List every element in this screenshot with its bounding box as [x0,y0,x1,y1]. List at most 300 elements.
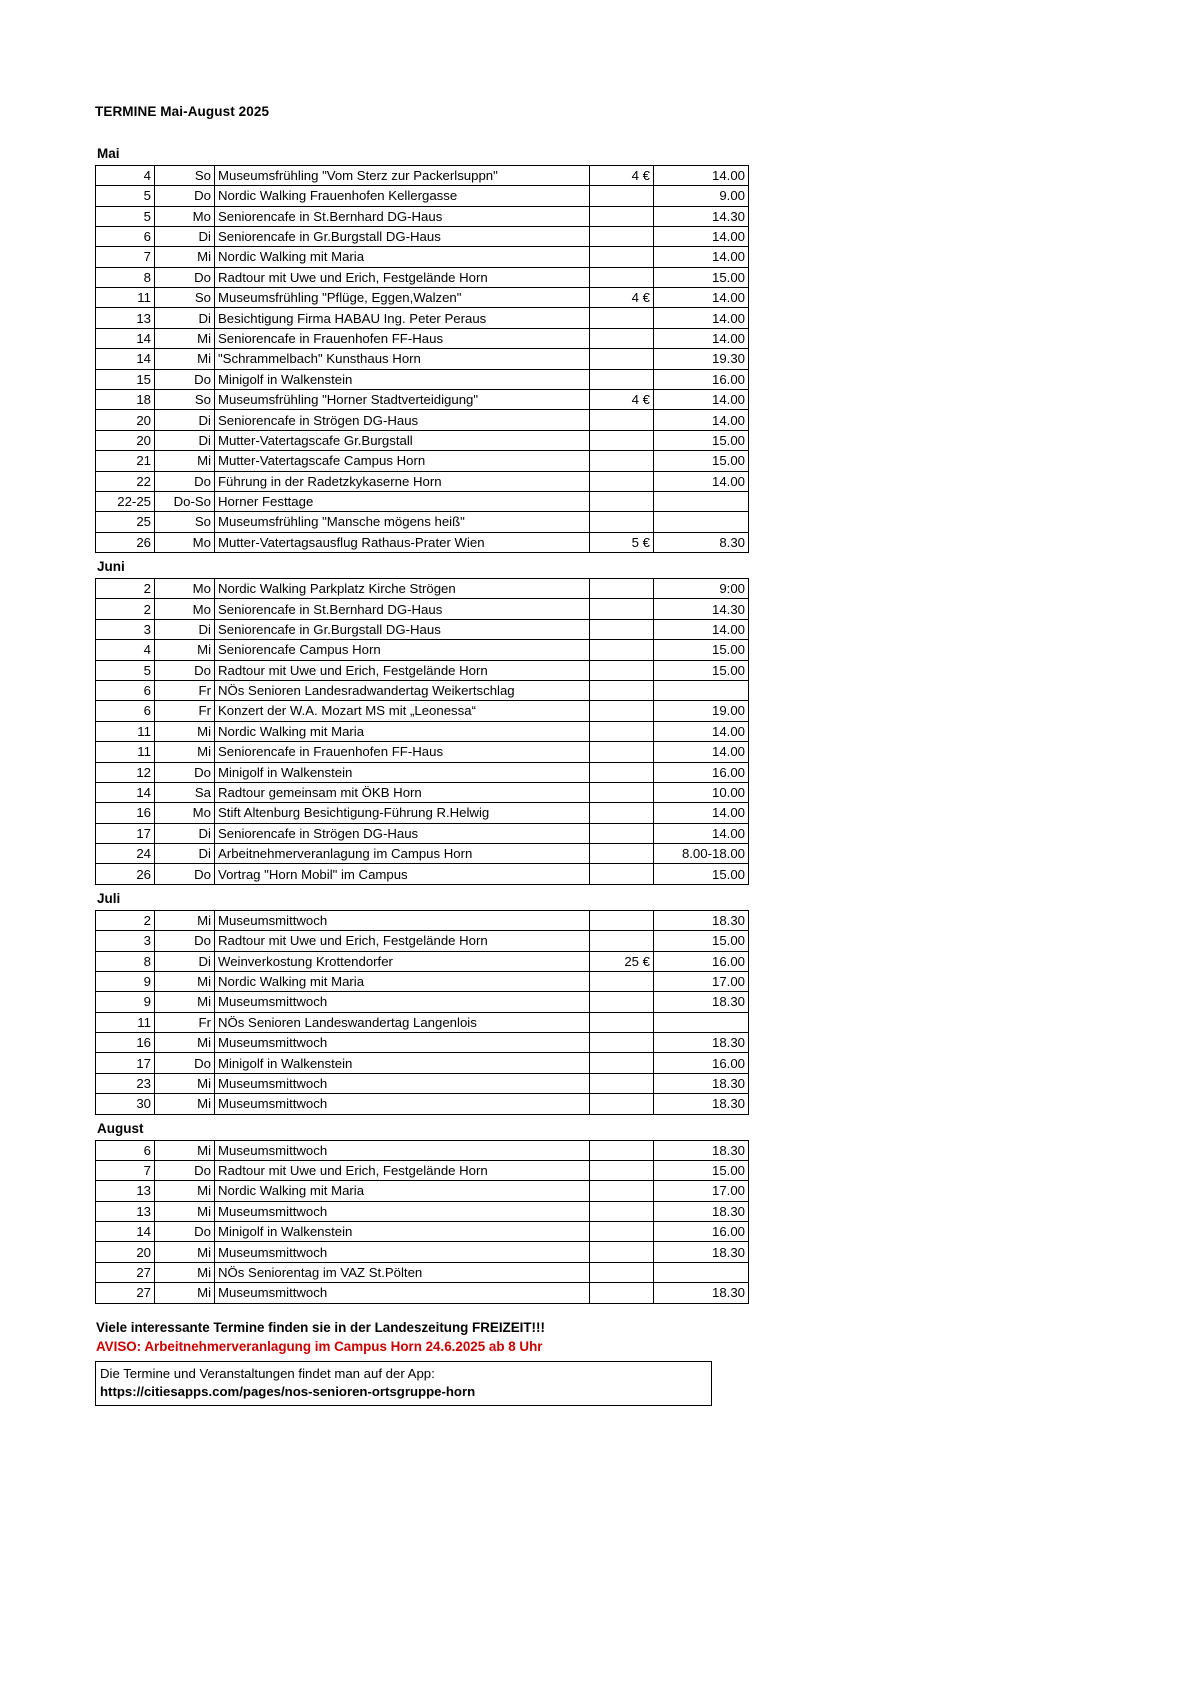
cell-weekday: Di [155,226,215,246]
cell-price [590,410,654,430]
cell-day: 8 [96,267,155,287]
schedule-section [95,890,745,1115]
cell-event: Seniorencafe in Strögen DG-Haus [215,410,590,430]
cell-time: 14.00 [654,247,749,267]
cell-time: 14.00 [654,288,749,308]
cell-weekday: Mi [155,1181,215,1201]
cell-time: 14.00 [654,308,749,328]
table-row[interactable] [96,803,749,823]
cell-price [590,308,654,328]
cell-time: 18.30 [654,1242,749,1262]
table-row[interactable] [96,640,749,660]
cell-time: 18.30 [654,1201,749,1221]
table-row[interactable] [96,1160,749,1180]
cell-event: Seniorencafe in Strögen DG-Haus [215,823,590,843]
cell-weekday: Do [155,864,215,884]
cell-price [590,599,654,619]
table-row[interactable] [96,1094,749,1114]
cell-event: Konzert der W.A. Mozart MS mit „Leonessa“ [215,701,590,721]
cell-event: Nordic Walking mit Maria [215,247,590,267]
table-row[interactable] [96,206,749,226]
cell-weekday: Di [155,308,215,328]
cell-time: 15.00 [654,931,749,951]
cell-day: 7 [96,247,155,267]
table-row[interactable] [96,1283,749,1303]
cell-price [590,742,654,762]
cell-day: 21 [96,451,155,471]
cell-time: 15.00 [654,451,749,471]
cell-time: 15.00 [654,430,749,450]
table-row[interactable] [96,971,749,991]
table-row[interactable] [96,619,749,639]
table-row[interactable] [96,910,749,930]
cell-price [590,247,654,267]
cell-event: Radtour gemeinsam mit ÖKB Horn [215,782,590,802]
cell-weekday: Mi [155,247,215,267]
document-content [95,104,745,1406]
cell-weekday: Fr [155,1012,215,1032]
cell-event: Minigolf in Walkenstein [215,1222,590,1242]
cell-event: Museumsmittwoch [215,1140,590,1160]
cell-event: Horner Festtage [215,491,590,511]
cell-day: 22-25 [96,491,155,511]
cell-price [590,931,654,951]
month-heading: August [97,1120,144,1136]
cell-time: 18.30 [654,910,749,930]
cell-price [590,1033,654,1053]
cell-price [590,680,654,700]
cell-price [590,1140,654,1160]
cell-time: 9.00 [654,186,749,206]
cell-price [590,844,654,864]
cell-time: 14.00 [654,823,749,843]
cell-weekday: Mi [155,910,215,930]
table-row[interactable] [96,992,749,1012]
cell-event: NÖs Seniorentag im VAZ St.Pölten [215,1262,590,1282]
cell-day: 13 [96,1181,155,1201]
table-row[interactable] [96,430,749,450]
cell-time: 16.00 [654,369,749,389]
cell-time: 14.00 [654,226,749,246]
schedule-section [95,559,745,885]
cell-weekday: Mi [155,992,215,1012]
month-heading: Juli [97,890,121,906]
cell-price [590,512,654,532]
cell-weekday: Mi [155,451,215,471]
cell-event: Radtour mit Uwe und Erich, Festgelände Horn [215,660,590,680]
document-footer [95,1320,715,1406]
cell-price: 25 € [590,951,654,971]
table-row[interactable] [96,267,749,287]
schedule-table [95,1140,749,1304]
cell-day: 15 [96,369,155,389]
cell-event: Nordic Walking mit Maria [215,971,590,991]
cell-event: Seniorencafe Campus Horn [215,640,590,660]
table-row[interactable] [96,451,749,471]
cell-weekday: Do [155,471,215,491]
cell-price [590,206,654,226]
table-row[interactable] [96,1012,749,1032]
cell-weekday: So [155,390,215,410]
cell-weekday: Do [155,762,215,782]
cell-day: 14 [96,328,155,348]
cell-day: 5 [96,186,155,206]
cell-weekday: Mi [155,349,215,369]
cell-time: 14.00 [654,390,749,410]
cell-event: Vortrag "Horn Mobil" im Campus [215,864,590,884]
cell-price [590,1222,654,1242]
table-row[interactable] [96,1073,749,1093]
table-row[interactable] [96,512,749,532]
cell-time: 9:00 [654,579,749,599]
cell-price [590,491,654,511]
schedule-section [95,1120,745,1304]
cell-time [654,1012,749,1032]
cell-day: 5 [96,660,155,680]
table-row[interactable] [96,762,749,782]
cell-day: 16 [96,803,155,823]
cell-price [590,1073,654,1093]
cell-day: 26 [96,864,155,884]
cell-event: "Schrammelbach" Kunsthaus Horn [215,349,590,369]
cell-time: 16.00 [654,762,749,782]
table-row[interactable] [96,1033,749,1053]
cell-event: Nordic Walking mit Maria [215,1181,590,1201]
cell-weekday: Do [155,1222,215,1242]
cell-price [590,1262,654,1282]
cell-time: 14.00 [654,410,749,430]
cell-time: 14.30 [654,599,749,619]
schedule-section [95,145,745,553]
cell-weekday: Do [155,369,215,389]
cell-event: Radtour mit Uwe und Erich, Festgelände Horn [215,267,590,287]
cell-weekday: Fr [155,701,215,721]
cell-time: 18.30 [654,1094,749,1114]
cell-event: Museumsmittwoch [215,1283,590,1303]
cell-event: Arbeitnehmerveranlagung im Campus Horn [215,844,590,864]
cell-price [590,619,654,639]
cell-weekday: Mo [155,532,215,552]
cell-event: Seniorencafe in St.Bernhard DG-Haus [215,599,590,619]
cell-day: 17 [96,1053,155,1073]
cell-price [590,762,654,782]
cell-event: Museumsfrühling "Vom Sterz zur Packerlsuppn" [215,165,590,185]
cell-day: 14 [96,349,155,369]
cell-time: 16.00 [654,951,749,971]
cell-weekday: Fr [155,680,215,700]
table-row[interactable] [96,1201,749,1221]
cell-weekday: Mi [155,1033,215,1053]
cell-time: 18.30 [654,1033,749,1053]
cell-time: 18.30 [654,1140,749,1160]
page-title: TERMINE Mai-August 2025 [95,104,270,119]
cell-weekday: Mi [155,742,215,762]
cell-price [590,349,654,369]
cell-day: 2 [96,910,155,930]
cell-day: 6 [96,1140,155,1160]
cell-time: 14.00 [654,165,749,185]
cell-weekday: Do [155,267,215,287]
table-row[interactable] [96,1242,749,1262]
cell-day: 11 [96,721,155,741]
cell-price [590,971,654,991]
cell-event: Minigolf in Walkenstein [215,762,590,782]
table-row[interactable] [96,742,749,762]
cell-weekday: Mi [155,971,215,991]
cell-day: 24 [96,844,155,864]
cell-day: 14 [96,1222,155,1242]
table-row[interactable] [96,951,749,971]
month-heading: Juni [97,559,125,575]
cell-event: Museumsmittwoch [215,1242,590,1262]
cell-event: Seniorencafe in Gr.Burgstall DG-Haus [215,226,590,246]
cell-time [654,512,749,532]
table-row[interactable] [96,1222,749,1242]
cell-time [654,1262,749,1282]
table-row[interactable] [96,1140,749,1160]
schedule-table [95,910,749,1115]
cell-time: 18.30 [654,1283,749,1303]
cell-time: 15.00 [654,660,749,680]
table-row[interactable] [96,165,749,185]
cell-day: 11 [96,1012,155,1032]
cell-weekday: Mi [155,1283,215,1303]
cell-event: Stift Altenburg Besichtigung-Führung R.Helwig [215,803,590,823]
table-row[interactable] [96,532,749,552]
cell-day: 26 [96,532,155,552]
cell-price: 4 € [590,390,654,410]
cell-time: 14.00 [654,619,749,639]
app-info-box [95,1361,712,1406]
cell-time: 19.30 [654,349,749,369]
cell-price [590,186,654,206]
schedule-sections [95,145,745,1304]
table-row[interactable] [96,844,749,864]
cell-event: Museumsmittwoch [215,992,590,1012]
cell-weekday: Di [155,619,215,639]
cell-day: 13 [96,1201,155,1221]
cell-price [590,430,654,450]
cell-weekday: Mi [155,1140,215,1160]
cell-event: Minigolf in Walkenstein [215,1053,590,1073]
cell-weekday: Do [155,186,215,206]
cell-time: 16.00 [654,1222,749,1242]
cell-price [590,451,654,471]
cell-price: 4 € [590,288,654,308]
cell-event: Museumsfrühling "Pflüge, Eggen,Walzen" [215,288,590,308]
cell-time: 15.00 [654,640,749,660]
table-row[interactable] [96,288,749,308]
table-row[interactable] [96,931,749,951]
cell-day: 14 [96,782,155,802]
cell-day: 20 [96,430,155,450]
cell-price [590,1012,654,1032]
table-row[interactable] [96,491,749,511]
cell-day: 27 [96,1262,155,1282]
cell-event: Weinverkostung Krottendorfer [215,951,590,971]
table-row[interactable] [96,226,749,246]
cell-day: 18 [96,390,155,410]
cell-weekday: Mo [155,803,215,823]
app-info-text: Die Termine und Veranstaltungen findet man auf der App: [100,1366,435,1382]
cell-weekday: Mi [155,721,215,741]
cell-price [590,864,654,884]
cell-time: 14.30 [654,206,749,226]
table-row[interactable] [96,823,749,843]
cell-time: 17.00 [654,1181,749,1201]
cell-weekday: Do [155,931,215,951]
cell-event: Mutter-Vatertagsausflug Rathaus-Prater Wien [215,532,590,552]
cell-price [590,1283,654,1303]
cell-weekday: Mo [155,206,215,226]
cell-event: Besichtigung Firma HABAU Ing. Peter Peraus [215,308,590,328]
cell-day: 20 [96,410,155,430]
table-row[interactable] [96,390,749,410]
cell-day: 11 [96,288,155,308]
cell-event: Radtour mit Uwe und Erich, Festgelände Horn [215,931,590,951]
cell-event: Seniorencafe in St.Bernhard DG-Haus [215,206,590,226]
cell-event: Museumsmittwoch [215,910,590,930]
cell-time: 14.00 [654,721,749,741]
cell-day: 22 [96,471,155,491]
cell-day: 6 [96,680,155,700]
cell-day: 3 [96,619,155,639]
cell-weekday: Mi [155,1094,215,1114]
cell-event: Seniorencafe in Gr.Burgstall DG-Haus [215,619,590,639]
table-row[interactable] [96,1262,749,1282]
table-row[interactable] [96,247,749,267]
cell-day: 6 [96,701,155,721]
cell-price [590,803,654,823]
cell-day: 27 [96,1283,155,1303]
cell-price [590,267,654,287]
cell-price [590,1242,654,1262]
cell-weekday: Do-So [155,491,215,511]
cell-day: 7 [96,1160,155,1180]
cell-weekday: Di [155,951,215,971]
schedule-table [95,578,749,885]
cell-day: 17 [96,823,155,843]
cell-weekday: Di [155,844,215,864]
cell-price [590,1181,654,1201]
cell-day: 4 [96,640,155,660]
cell-weekday: Do [155,1160,215,1180]
cell-weekday: Mo [155,579,215,599]
cell-event: Museumsfrühling "Horner Stadtverteidigung" [215,390,590,410]
cell-price [590,328,654,348]
cell-event: Museumsfrühling "Mansche mögens heiß" [215,512,590,532]
cell-time: 18.30 [654,992,749,1012]
cell-day: 13 [96,308,155,328]
cell-day: 2 [96,599,155,619]
cell-time: 8.00-18.00 [654,844,749,864]
table-row[interactable] [96,701,749,721]
table-row[interactable] [96,471,749,491]
table-row[interactable] [96,660,749,680]
cell-day: 2 [96,579,155,599]
table-row[interactable] [96,782,749,802]
cell-price [590,1201,654,1221]
cell-time: 14.00 [654,328,749,348]
cell-price [590,226,654,246]
cell-price [590,660,654,680]
cell-weekday: Mi [155,1073,215,1093]
cell-time: 17.00 [654,971,749,991]
table-row[interactable] [96,680,749,700]
table-row[interactable] [96,1181,749,1201]
cell-time: 19.00 [654,701,749,721]
cell-event: Nordic Walking Parkplatz Kirche Strögen [215,579,590,599]
cell-weekday: Mo [155,599,215,619]
cell-time: 14.00 [654,471,749,491]
cell-time: 18.30 [654,1073,749,1093]
table-row[interactable] [96,721,749,741]
table-row[interactable] [96,599,749,619]
cell-weekday: So [155,165,215,185]
table-row[interactable] [96,410,749,430]
table-row[interactable] [96,864,749,884]
cell-day: 4 [96,165,155,185]
cell-time: 15.00 [654,267,749,287]
cell-weekday: Sa [155,782,215,802]
table-row[interactable] [96,308,749,328]
cell-event: Nordic Walking mit Maria [215,721,590,741]
cell-time: 8.30 [654,532,749,552]
cell-time [654,491,749,511]
cell-price [590,369,654,389]
cell-event: NÖs Senioren Landeswandertag Langenlois [215,1012,590,1032]
table-row[interactable] [96,369,749,389]
cell-weekday: Mi [155,1242,215,1262]
cell-day: 12 [96,762,155,782]
cell-day: 30 [96,1094,155,1114]
cell-day: 9 [96,992,155,1012]
cell-event: Mutter-Vatertagscafe Campus Horn [215,451,590,471]
table-row[interactable] [96,328,749,348]
cell-time: 14.00 [654,803,749,823]
cell-price [590,992,654,1012]
footer-aviso: AVISO: Arbeitnehmerveranlagung im Campus Horn 24.6.2025 ab 8 Uhr [96,1339,543,1355]
cell-event: Museumsmittwoch [215,1033,590,1053]
cell-event: NÖs Senioren Landesradwandertag Weikertschlag [215,680,590,700]
table-row[interactable] [96,186,749,206]
footer-note: Viele interessante Termine finden sie in der Landeszeitung FREIZEIT!!! [96,1319,545,1335]
cell-price [590,1160,654,1180]
app-url[interactable]: https://citiesapps.com/pages/nos-senioren-ortsgruppe-horn [100,1383,476,1399]
schedule-table [95,165,749,553]
cell-event: Nordic Walking Frauenhofen Kellergasse [215,186,590,206]
table-row[interactable] [96,349,749,369]
cell-weekday: Di [155,430,215,450]
cell-price [590,471,654,491]
table-row[interactable] [96,579,749,599]
cell-time: 16.00 [654,1053,749,1073]
cell-day: 8 [96,951,155,971]
cell-day: 23 [96,1073,155,1093]
cell-price [590,579,654,599]
month-heading: Mai [97,145,120,161]
cell-event: Minigolf in Walkenstein [215,369,590,389]
cell-time: 14.00 [654,742,749,762]
cell-weekday: Do [155,1053,215,1073]
table-row[interactable] [96,1053,749,1073]
cell-event: Seniorencafe in Frauenhofen FF-Haus [215,742,590,762]
cell-price [590,640,654,660]
cell-price [590,1053,654,1073]
cell-weekday: Mi [155,328,215,348]
cell-price [590,1094,654,1114]
cell-event: Museumsmittwoch [215,1094,590,1114]
